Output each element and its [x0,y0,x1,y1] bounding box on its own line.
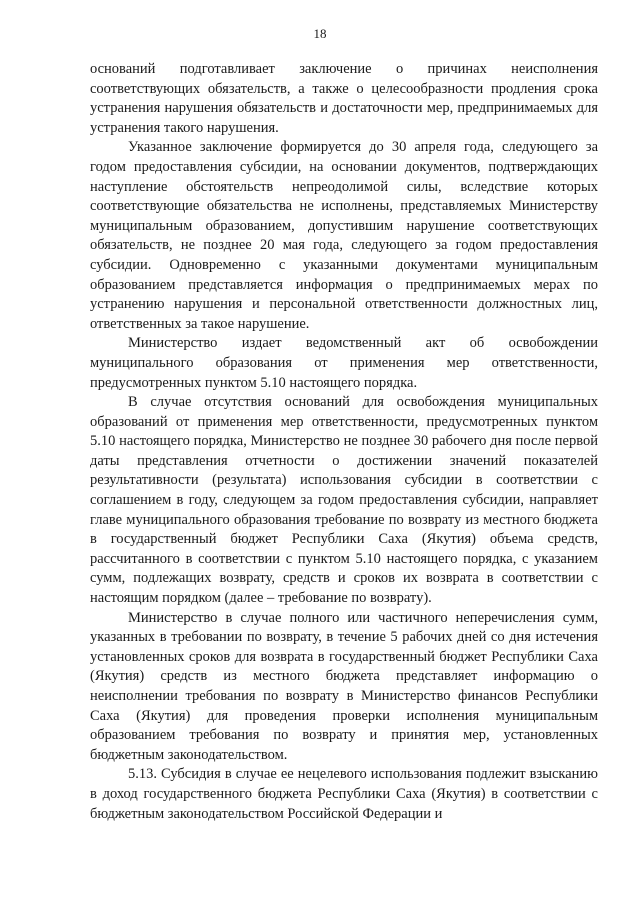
page-number: 18 [313,26,327,41]
document-body [90,60,598,824]
paragraph-ministry-act: Министерство издает ведомственный акт об освобождении муниципального образования от применения мер ответственности, предусмотренных пунктом 5.10 настоящего порядка. [90,335,598,391]
paragraph-conclusion-deadline: Указанное заключение формируется до 30 апреля года, следующего за годом предоставления субсидии, на основании документов, подтверждающих наступление обстоятельств непреодолимой силы, вследствие которых соответствующие обязательства не исполнены, представляемых Министерству муниципальным образованием, допустившим нарушение соответствующих обязательств, не позднее 20 мая года, следующего за годом предоставления субсидии. Одновременно с указанными документами муниципальным образованием представляется информация о предпринимаемых мерах по устранению нарушения и персональной ответственности должностных лиц, ответственных за такое нарушение. [90,139,598,332]
paragraph-no-grounds: В случае отсутствия оснований для освобождения муниципальных образований от применения мер ответственности, предусмотренных пунктом 5.10 настоящего порядка, Министерство не позднее 30 рабочего дня после первой даты представления отчетности о достижении значений показателей результативности (результата) использования субсидии в соответствии с соглашением в году, следующем за годом предоставления субсидии, направляет главе муниципального образования требование по возврату из местного бюджета в государственный бюджет Республики Саха (Якутия) объема средств, рассчитанного в соответствии с пунктом 5.10 настоящего порядка, с указанием сумм, подлежащих возврату, средств и сроков их возврата в соответствии с настоящим порядком (далее – требование по возврату). [90,394,598,607]
paragraph-5-13: 5.13. Субсидия в случае ее нецелевого использования подлежит взысканию в доход государственного бюджета Республики Саха (Якутия) в соответствии с бюджетным законодательством Российской Федерации и [90,766,598,822]
paragraph-continuation: оснований подготавливает заключение о причинах неисполнения соответствующих обязательств, а также о целесообразности продления срока устранения нарушения обязательств и достаточности мер, предпринимаемых для устранения такого нарушения. [90,61,598,136]
paragraph-non-transfer: Министерство в случае полного или частичного неперечисления сумм, указанных в требовании по возврату, в течение 5 рабочих дней со дня истечения установленных сроков для возврата в государственный бюджет Республики Саха (Якутия) средств из местного бюджета представляет информацию о неисполнении требования по возврату в Министерство финансов Республики Саха (Якутия) для проведения проверки исполнения муниципальным образованием требования по возврату и принятия мер, установленных бюджетным законодательством. [90,609,598,763]
